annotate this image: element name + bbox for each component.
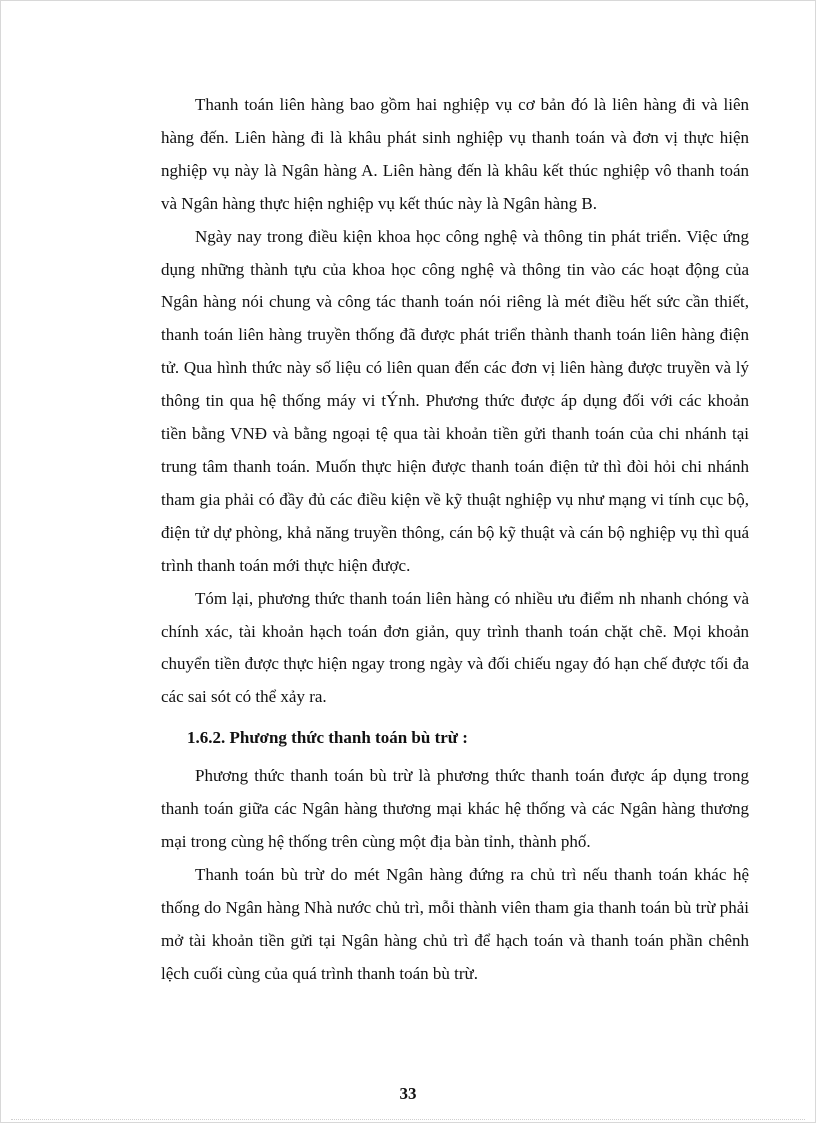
paragraph-lien-hang-overview: Thanh toán liên hàng bao gồm hai nghiệp vụ cơ bản đó là liên hàng đi và liên hàng đến. Liên hàng đi là khâu phát sinh nghiệp vụ thanh toán và đơn vị thực hiện nghiệp vụ này là Ngân hàng A. Liên hàng đến là khâu kết thúc nghiệp vô thanh toán và Ngân hàng thực hiện nghiệp vụ kết thúc này là Ngân hàng B. — [161, 95, 749, 213]
paragraph-clearing-definition: Phương thức thanh toán bù trừ là phương thức thanh toán được áp dụng trong thanh toán giữa các Ngân hàng thương mại khác hệ thống và các Ngân hàng thương mại trong cùng hệ thống trên cùng một địa bàn tỉnh, thành phố. — [161, 766, 749, 852]
page-bottom-divider — [11, 1119, 805, 1120]
section-heading: 1.6.2. Phương thức thanh toán bù trừ : — [187, 728, 468, 748]
paragraph-electronic-payment: Ngày nay trong điều kiện khoa học công nghệ và thông tin phát triển. Việc ứng dụng những thành tựu của khoa học công nghệ và thông tin vào các hoạt động của Ngân hàng nói chung và công tác thanh toán nói riêng là mét điều hết sức cần thiết, thanh toán liên hàng truyền thống đã được phát triển thành thanh toán liên hàng điện tử. Qua hình thức này số liệu có liên quan đến các đơn vị liên hàng được truyền và lý thông tin qua hệ thống máy vi tÝnh. Phương thức được áp dụng đối với các khoản tiền bằng VNĐ và bằng ngoại tệ qua tài khoản tiền gửi thanh toán của chi nhánh tại trung tâm thanh toán. Muốn thực hiện được thanh toán điện tử thì đòi hỏi chi nhánh tham gia phải có đầy đủ các điều kiện về kỹ thuật nghiệp vụ như mạng vi tính cục bộ, điện tử dự phòng, khả năng truyền thông, cán bộ kỹ thuật và cán bộ nghiệp vụ thì quá trình thanh toán mới thực hiện được. — [161, 226, 749, 575]
page-number: 33 — [399, 1084, 417, 1103]
body-text — [161, 89, 749, 991]
paragraph-summary: Tóm lại, phương thức thanh toán liên hàng có nhiều ưu điểm nh nhanh chóng và chính xác, tài khoản hạch toán đơn giản, quy trình thanh toán chặt chẽ. Mọi khoản chuyển tiền được thực hiện ngay trong ngày và đối chiếu ngay đó hạn chế được tối đa các sai sót có thể xảy ra. — [161, 588, 749, 707]
paragraph-clearing-host: Thanh toán bù trừ do mét Ngân hàng đứng ra chủ trì nếu thanh toán khác hệ thống do Ngân hàng Nhà nước chủ trì, mỗi thành viên tham gia thanh toán bù trừ phải mở tài khoản tiền gửi tại Ngân hàng chủ trì để hạch toán và thanh toán phần chênh lệch cuối cùng của quá trình thanh toán bù trừ. — [161, 864, 749, 983]
